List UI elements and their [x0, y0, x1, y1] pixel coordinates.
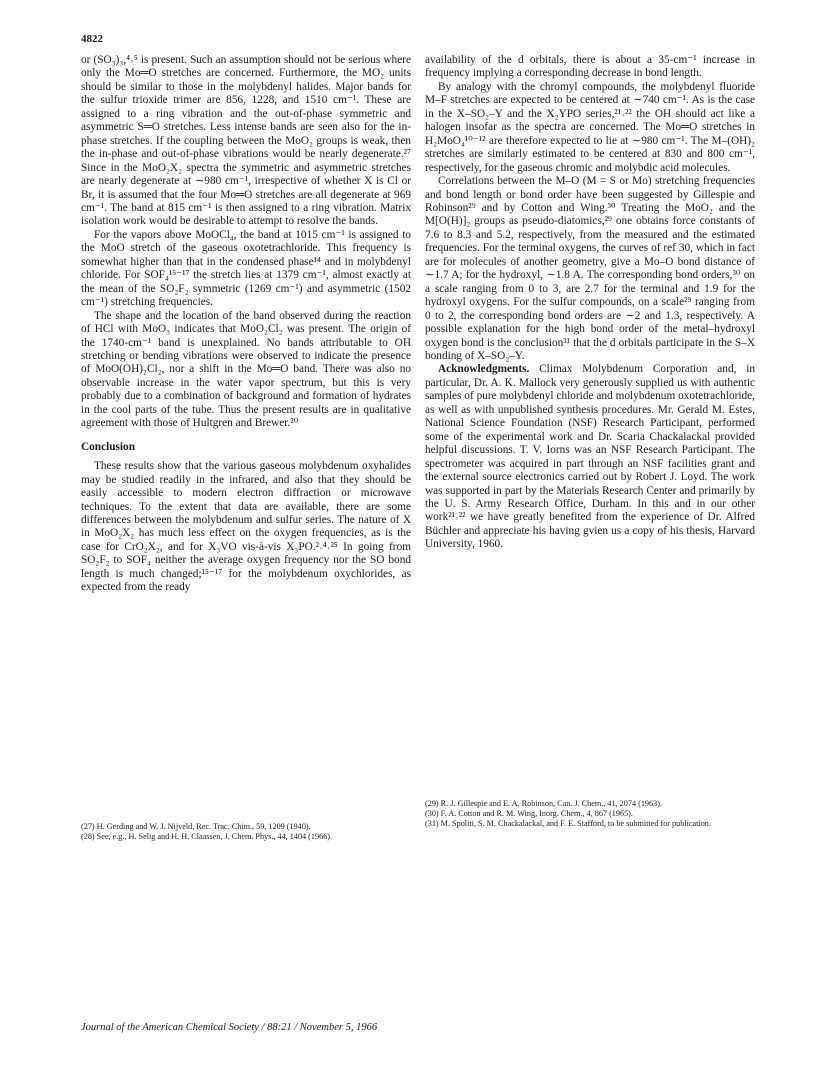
footnote: (30) F. A. Cotton and R. M. Wing, Inorg. Chem., 4, 867 (1965).	[425, 808, 633, 818]
section-heading-conclusion: Conclusion	[81, 440, 135, 453]
body-paragraph: Correlations between the M–O (M = S or Mo) stretching frequencies and bond length or bond order have been suggested by Gillespie and Robinson²⁹ and by Cotton and Wing.³⁰ Treating the MoO₂ and the M[O(H)]₂ groups as pseudo-diatomics,²⁹ one obtains force constants of 7.6 to 8.3 and 5.2, respectively, from the measured and the estimated frequencies. For the terminal oxygens, the curves of ref 30, which in fact are for molecules of another geometry, give a Mo–O bond distance of ∼1.7 A; for the hydroxyl, ∼1.8 A. The corresponding bond orders,³⁰ on a scale ranging from 0 to 3, are 2.7 for the terminal and 1.9 for the hydroxyl oxygens. For the sulfur compounds, on a scale²⁹ ranging from 0 to 2, the corresponding bond orders are ∼2 and 1.3, respectively. A possible explanation for the high bond order of the metal–hydroxyl oxygen bond is the conclusion³¹ that the d orbitals participate in the S–X bonding of X–SO₂–Y.	[425, 175, 755, 362]
body-paragraph: These results show that the various gaseous molybdenum oxyhalides may be studied readily in the infrared, and also that they should be easily accessible to modern electron diffraction or microwave techniques. To the extent that data are available, there are some differences between the molybdenum and sulfur series. The nature of X in MoO₂X₂ has much less effect on the oxygen frequencies, as is the case for CrO₂X₂, and for X₃VO vis-à-vis X₃PO.²˒⁴˒²⁵ In going from SO₂F₂ to SOF₄ neither the average oxygen frequency nor the SO bond length is much changed;¹⁵⁻¹⁷ for the molybdenum oxychlorides, as expected from the ready	[81, 460, 411, 594]
body-paragraph: For the vapors above MoOCl₄, the band at 1015 cm⁻¹ is assigned to the MoO stretch of the gaseous oxotetrachloride. This frequency is somewhat higher than that in the condensed phase¹⁴ and in molybdenyl chloride. For SOF₄¹⁵⁻¹⁷ the stretch lies at 1379 cm⁻¹, almost exactly at the mean of the SO₂F₂ symmetric (1269 cm⁻¹) and asymmetric (1502 cm⁻¹) stretching frequencies.	[81, 228, 411, 309]
body-paragraph: The shape and the location of the band observed during the reaction of HCl with MoO₃ indicates that MoO₂Cl₂ was present. The origin of the 1740-cm⁻¹ band is unexplained. No bands attributable to OH stretching or bending vibrations were observed to indicate the presence of MoO(OH)₂Cl₂, nor a shift in the Mo═O band. There was also no observable increase in the water vapor spectrum, but this is very probably due to a combination of background and formation of hydrates in the cool parts of the tube. Thus the present results are in qualitative agreement with those of Hultgren and Brewer.²⁰	[81, 309, 411, 430]
acknowledgments-heading: Acknowledgments.	[438, 363, 530, 376]
acknowledgments-paragraph	[425, 363, 755, 551]
page-number: 4822	[81, 33, 103, 45]
body-paragraph: or (SO₃)₃,⁴˒⁵ is present. Such an assumption should not be serious where only the Mo═O stretches are concerned. Furthermore, the MO₂ units should be similar to those in the molybdenyl halides. Major bands for the sulfur trioxide trimer are 856, 1228, and 1510 cm⁻¹. These are assigned to a ring vibration and the out-of-phase symmetric and asymmetric S═O stretches. Less intense bands are seen also for the in-phase stretches. If the coupling between the MoO₂ groups is weak, then the in-phase and out-of-phase vibrations would be nearly degenerate.²⁷ Since in the MoO₂X₂ spectra the symmetric and asymmetric stretches are nearly degenerate at ∼980 cm⁻¹, irrespective of whether X is Cl or Br, it is assumed that the four Mo═O stretches are all degenerate at 969 cm⁻¹. The band at 815 cm⁻¹ is then assigned to a ring vibration. Matrix isolation work would be desirable to attempt to resolve the bands.	[81, 54, 411, 228]
body-paragraph: By analogy with the chromyl compounds, the molybdenyl fluoride M–F stretches are expected to be centered at ∼740 cm⁻¹. As is the case in the X–SO₂–Y and the X₂YPO series,²¹˒²² the OH should act like a halogen insofar as the spectra are concerned. The Mo═O stretches in H₂MoO₄¹⁰⁻¹² are therefore expected to lie at ∼980 cm⁻¹. The M–(OH)₂ stretches are similarly estimated to be centered at 830 and 800 cm⁻¹, respectively, for the gaseous chromic and molybdic acid molecules.	[425, 80, 755, 174]
footnotes-right	[425, 799, 755, 828]
footnote: (28) See, e.g., H. Selig and H. H. Claassen, J. Chem. Phys., 44, 1404 (1966).	[81, 831, 333, 841]
footnote: (31) M. Spoliti, S. M. Chackalackal, and F. E. Stafford, to be submitted for publication.	[425, 818, 711, 828]
body-paragraph: availability of the d orbitals, there is about a 35-cm⁻¹ increase in frequency implying a corresponding decrease in bond length.	[425, 54, 755, 80]
footnote: (29) R. J. Gillespie and E. A. Robinson, Can. J. Chem., 41, 2074 (1963).	[425, 799, 662, 808]
footnotes-left	[81, 822, 411, 842]
footnote: (27) H. Gerding and W. J. Nijveld, Rec. Trac. Chim., 59, 1209 (1940).	[81, 822, 311, 831]
journal-footer: Journal of the American Chemical Society / 88:21 / November 5, 1966	[81, 1022, 378, 1033]
acknowledgments-text: Climax Molybdenum Corporation and, in particular, Dr. A. K. Mallock very generously supplied us with authentic samples of pure molybdenyl chloride and molybdenum oxotetrachloride, as well as with unpublished synthesis procedures. Mr. Gerald M. Estes, National Science Foundation (NSF) Research Participant, performed some of the experimental work and Dr. Scaria Chackalackal provided helpful discussions. T. V. Iorns was an NSF Research Participant. The spectrometer was acquired in part through an NSF facilities grant and the external source electronics carried out by Robert J. Loyd. The work was supported in part by the Materials Research Center and primarily by the U. S. Army Research Office, Durham. In this and in our other work²¹˒²² we have greatly benefited from the experience of Dr. Alfred Büchler and appreciate his having gvien us a copy of his thesis, Harvard University, 1960.	[425, 363, 756, 551]
right-column	[425, 54, 755, 552]
left-column	[81, 54, 411, 595]
